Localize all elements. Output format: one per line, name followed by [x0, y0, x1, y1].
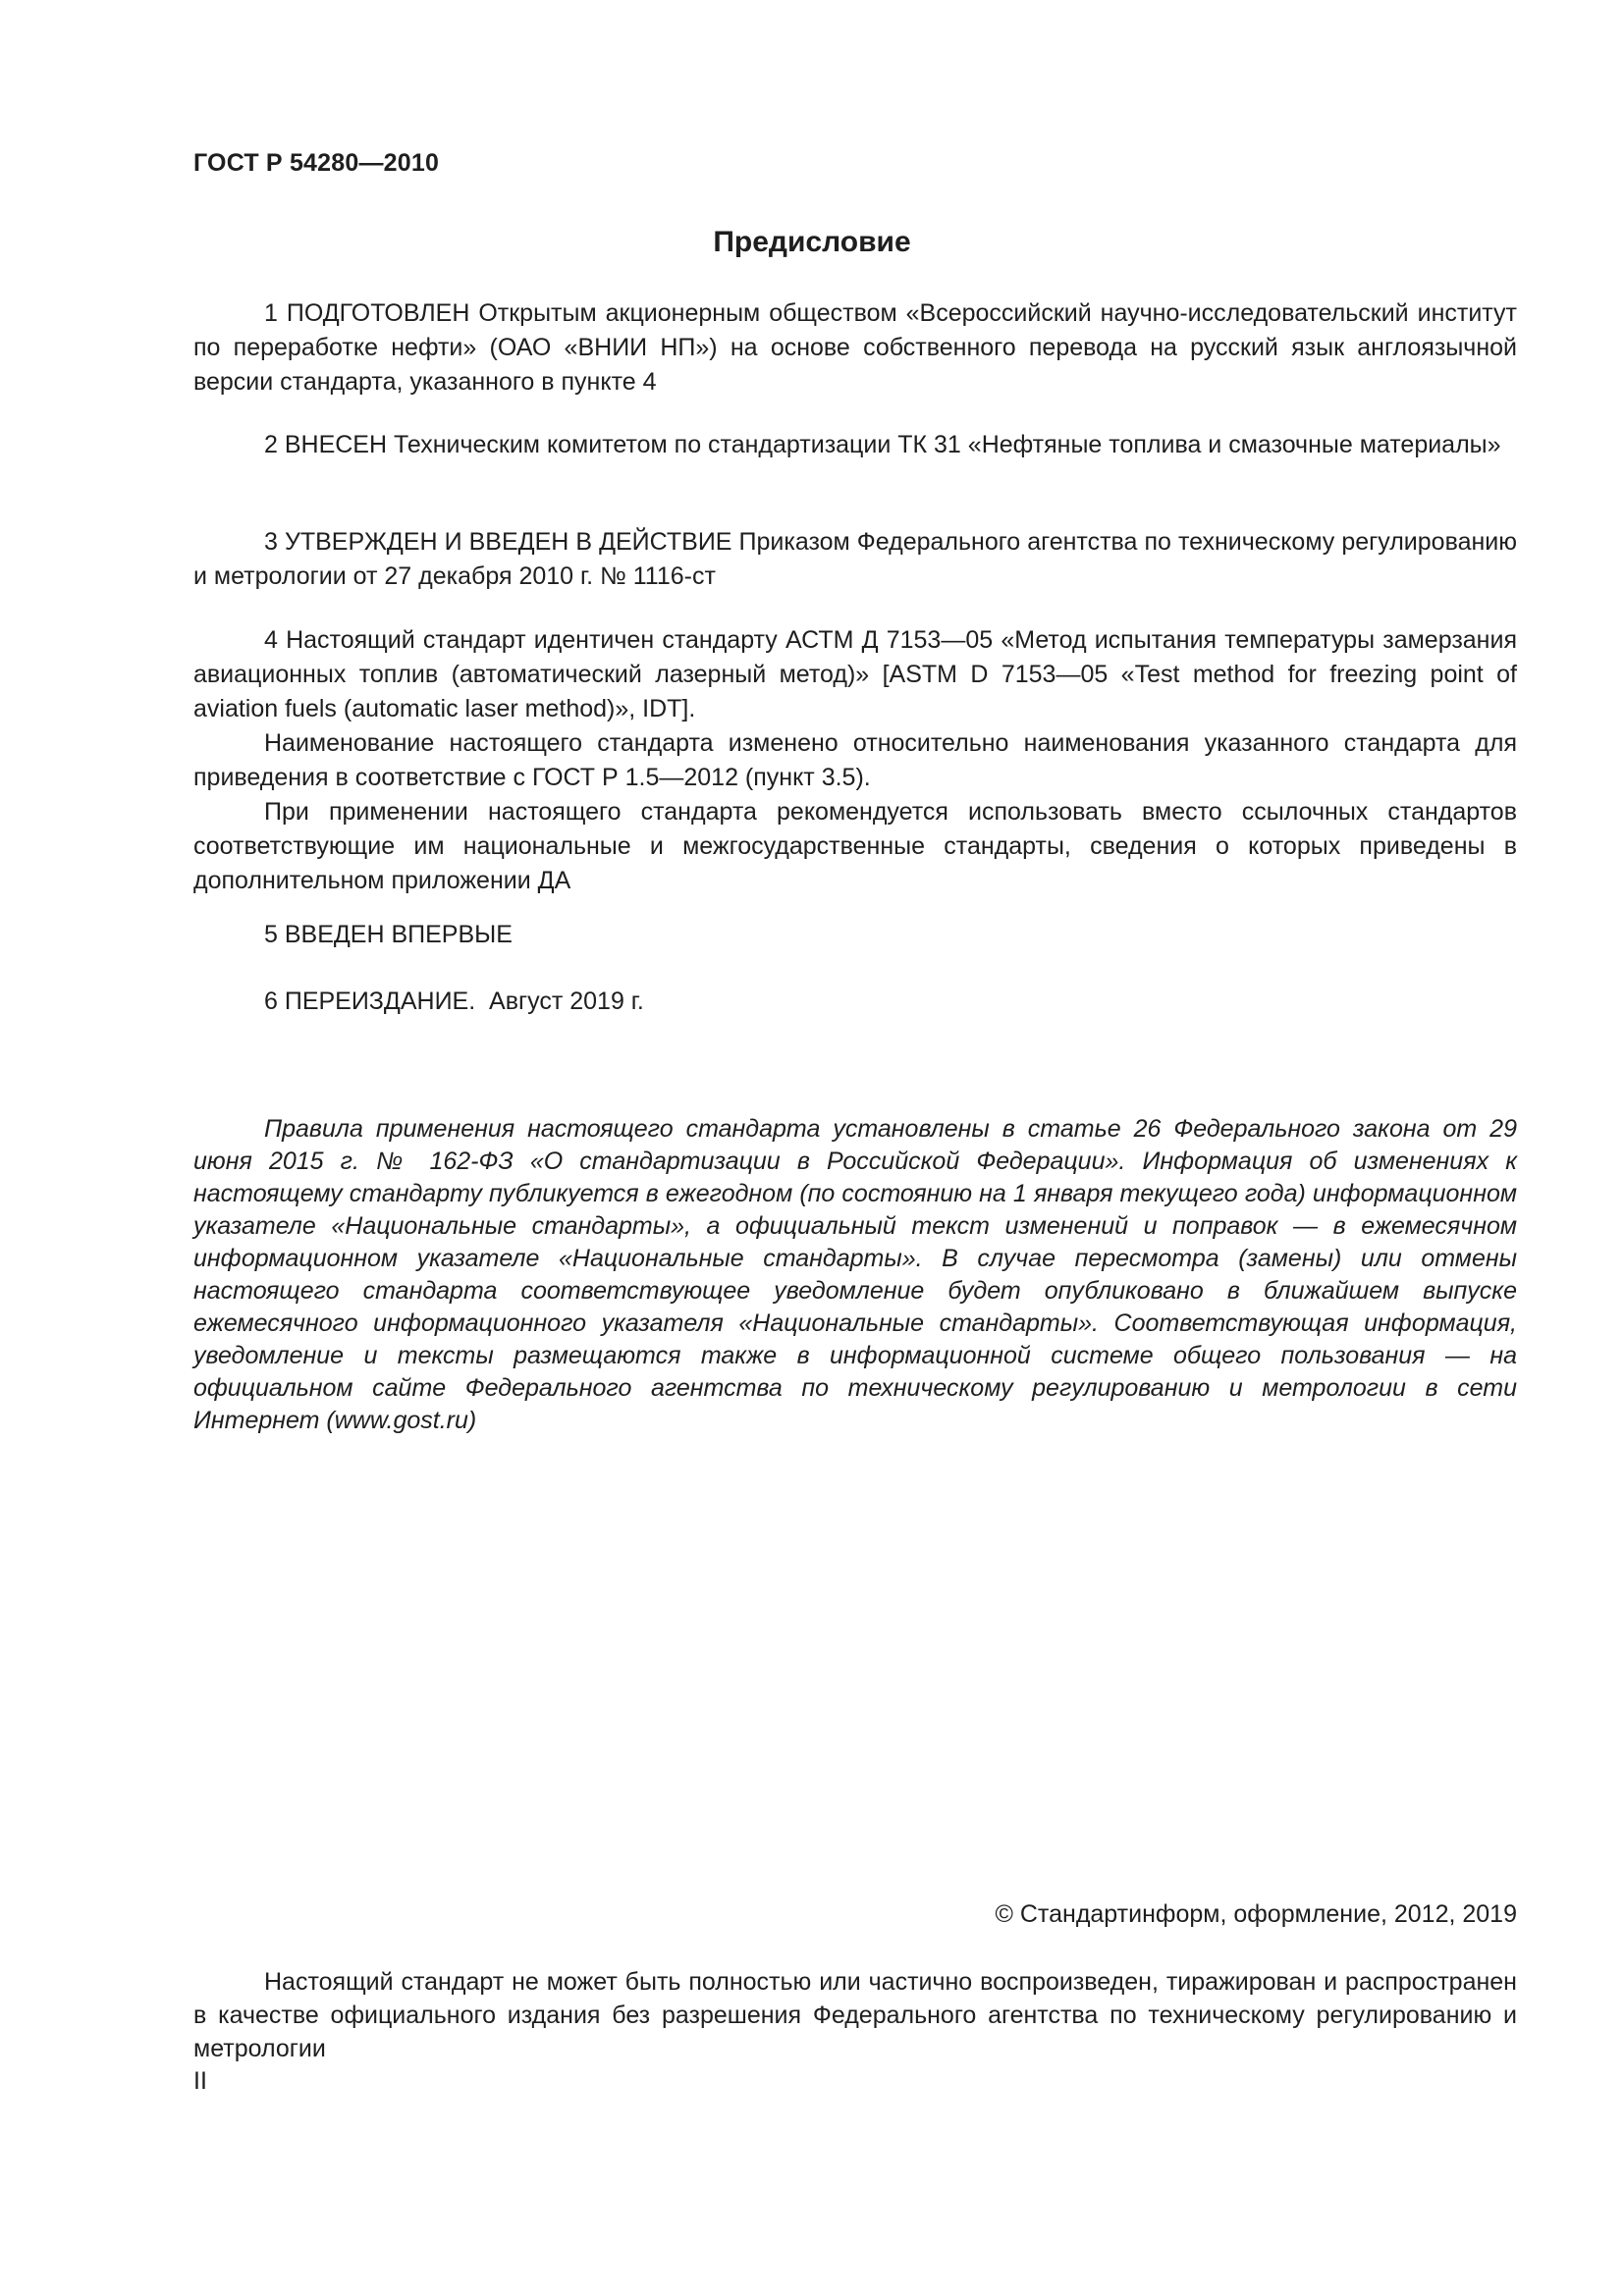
foreword-item-6-text: 6 ПЕРЕИЗДАНИЕ. Август 2019 г. [264, 988, 644, 1015]
rules-notice-text: Правила применения настоящего стандарта установлены в статье 26 Федерального закона от 29 июня 2015 г. № 162-ФЗ «О стандартизации в Российской Федерации». Информация об изменениях к настоящему стандарту публикуется в ежегодном (по состоянию на 1 января текущего года) информационном указателе «Национальные стандарты», а официальный текст изменений и поправок — в ежемесячном информационном указателе «Национальные стандарты». В случае пересмотра (замены) или отмены настоящего стандарта соответствующее уведомление будет опубликовано в ближайшем выпуске ежемесячного информационного указателя «Национальные стандарты». Соответствующая информация, уведомление и тексты размещаются также в информационной системе общего пользования — на официальном сайте Федерального агентства по техническому регулированию и метрологии в сети Интернет (www.gost.ru) [193, 1115, 1517, 1434]
foreword-item-4-paragraph: Наименование настоящего стандарта изменено относительно наименования указанного стандарта для приведения в соответствие с ГОСТ Р 1.5—2012 (пункт 3.5). [193, 729, 1517, 791]
foreword-item-6 [193, 985, 1517, 1019]
foreword-item-2-text: 2 ВНЕСЕН Техническим комитетом по стандартизации ТК 31 «Нефтяные топлива и смазочные материалы» [264, 431, 1501, 458]
foreword-item-5-text: 5 ВВЕДЕН ВПЕРВЫЕ [264, 921, 513, 948]
reprint-notice [193, 1965, 1517, 2065]
foreword-item-4 [193, 623, 1517, 898]
foreword-item-3 [193, 525, 1517, 594]
foreword-item-3-text: 3 УТВЕРЖДЕН И ВВЕДЕН В ДЕЙСТВИЕ Приказом Федерального агентства по техническому регулированию и метрологии от 27 декабря 2010 г. № 1116-ст [193, 528, 1517, 590]
page-title: Предисловие [713, 226, 911, 258]
standard-code: ГОСТ Р 54280—2010 [193, 149, 440, 177]
copyright-line: © Стандартинформ, оформление, 2012, 2019 [995, 1900, 1517, 1928]
foreword-item-1-text: 1 ПОДГОТОВЛЕН Открытым акционерным обществом «Всероссийский научно-исследовательский институт по переработке нефти» (ОАО «ВНИИ НП») на основе собственного перевода на русский язык англоязычной версии стандарта, указанного в пункте 4 [193, 299, 1517, 396]
page-number: II [193, 2067, 207, 2095]
foreword-item-4-paragraph: 4 Настоящий стандарт идентичен стандарту АСТМ Д 7153—05 «Метод испытания температуры замерзания авиационных топлив (автоматический лазерный метод)» [ASTM D 7153—05 «Test method for freezing point of aviation fuels (automatic laser method)», IDT]. [193, 626, 1517, 722]
foreword-item-5 [193, 918, 1517, 952]
foreword-item-4-paragraph: При применении настоящего стандарта рекомендуется использовать вместо ссылочных стандартов соответствующие им национальные и межгосударственные стандарты, сведения о которых приведены в дополнительном приложении ДА [193, 798, 1517, 894]
foreword-item-2 [193, 428, 1517, 462]
rules-notice [193, 1113, 1517, 1437]
reprint-notice-text: Настоящий стандарт не может быть полностью или частично воспроизведен, тиражирован и распространен в качестве официального издания без разрешения Федерального агентства по техническому регулированию и метрологии [193, 1968, 1517, 2062]
foreword-item-1 [193, 296, 1517, 400]
